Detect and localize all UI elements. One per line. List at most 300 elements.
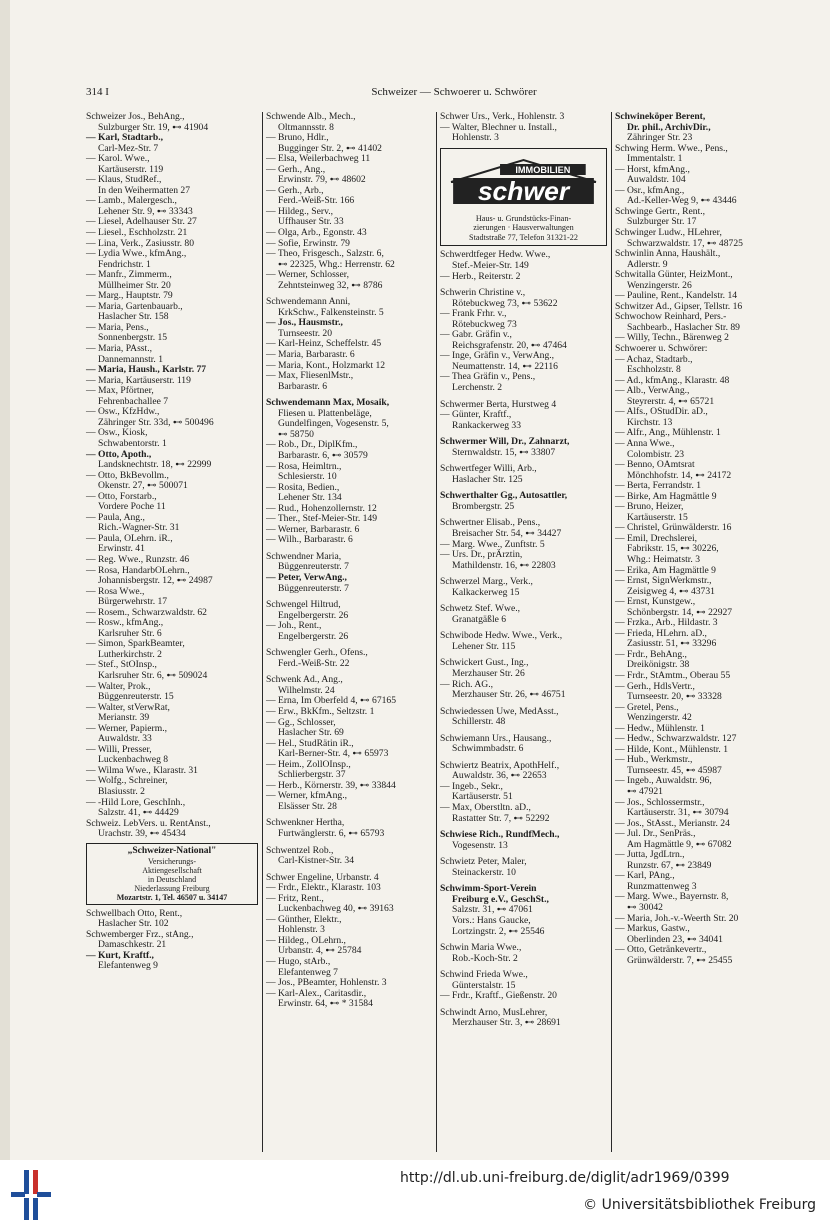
directory-entry-line: Fabrikstr. 15, ⊷ 30226, [627, 543, 719, 555]
directory-entry-line: Elefantenweg 9 [98, 960, 158, 972]
directory-entry-line: — Gabr. Gräfin v., [440, 329, 512, 341]
directory-entry-line: Neumattenstr. 14, ⊷ 22116 [452, 360, 558, 372]
directory-entry-line: — Karl-Heinz, Scheffelstr. 45 [266, 338, 382, 350]
running-head: Schweizer — Schwoerer u. Schwörer [371, 86, 537, 98]
directory-entry-line: Rötebuckweg 73, ⊷ 53622 [452, 297, 558, 309]
directory-entry-line: Schwitzer Ad., Gipser, Tellstr. 16 [615, 300, 743, 312]
directory-entry-line: Barbarastr. 6 [278, 380, 328, 392]
directory-entry-line: — Paula, Ang., [86, 511, 145, 523]
directory-entry-line: Salzstr. 41, ⊷ 44429 [98, 807, 179, 819]
directory-entry-line: — Berta, Ferrandstr. 1 [615, 480, 702, 492]
column-4 [615, 112, 822, 1152]
directory-columns [86, 112, 822, 1152]
directory-entry-line: — Herb., Körnerstr. 39, ⊷ 33844 [266, 779, 396, 791]
directory-entry-line: Schweizer Jos., BehAng., [86, 111, 185, 122]
directory-entry-line: — Maria, Kont., Holzmarkt 12 [266, 359, 386, 371]
directory-entry-line: — Wilh., Barbarastr. 6 [266, 534, 353, 546]
directory-entry-line: Zeisigweg 4, ⊷ 43731 [627, 585, 715, 597]
column-rule [436, 112, 437, 1152]
directory-entry-line: — Otto, Apoth., [86, 448, 152, 460]
directory-entry-line: Wenzingerstr. 26 [627, 279, 692, 291]
directory-entry-line: — Erw., BkKfm., Seltzstr. 1 [266, 705, 375, 717]
directory-entry-line: Vors.: Hans Gaucke, [452, 914, 531, 926]
directory-entry-line: — Max, FliesenlMstr., [266, 370, 354, 382]
directory-entry-line: — Inge, Gräfin v., VerwAng., [440, 350, 555, 362]
directory-entry-line: Wenzingerstr. 42 [627, 712, 692, 724]
directory-entry-line: ⊷ 47921 [627, 786, 663, 797]
directory-entry-line: — Jos., Hausmstr., [266, 317, 343, 329]
directory-entry-line: — -Hild Lore, GeschInh., [86, 796, 186, 808]
directory-entry-line: — Erna, Im Oberfeld 4, ⊷ 67165 [266, 695, 397, 707]
directory-entry-line: Bürgerwehrstr. 17 [98, 596, 168, 608]
directory-entry-line: Karlsruher Str. 6, ⊷ 509024 [98, 669, 208, 681]
directory-entry-line: Sulzburger Str. 17 [627, 216, 697, 228]
directory-entry-line: Schwer Engeline, Urbanstr. 4 [266, 871, 379, 883]
directory-entry-line: Freiburg e.V., GeschSt., [452, 893, 549, 905]
directory-entry-line: Schönbergstr. 14, ⊷ 22927 [627, 606, 733, 618]
directory-entry-line: — Alfr., Ang., Mühlenstr. 1 [615, 427, 721, 439]
directory-entry-line: — Olga, Arb., Egonstr. 43 [266, 227, 367, 239]
directory-entry-line: — Frdr., Kraftf., Gießenstr. 20 [440, 990, 557, 1002]
directory-entry-line: — Jul. Dr., SenPräs., [615, 828, 696, 840]
column-2 [266, 112, 432, 1152]
directory-entry-line: Schwickert Gust., Ing., [440, 657, 529, 669]
directory-entry-line: — Werner, Barbarastr. 6 [266, 523, 360, 535]
page-number: 314 I [86, 86, 109, 98]
directory-entry-line: — Lydia Wwe., kfmAng., [86, 248, 187, 260]
directory-entry-line: Schwenk Ad., Ang., [266, 674, 343, 686]
directory-entry-line: Hohlenstr. 3 [452, 132, 499, 144]
directory-entry-line: Okenstr. 27, ⊷ 500071 [98, 480, 188, 492]
directory-entry-line: Müllheimer Str. 20 [98, 279, 171, 291]
directory-entry-line: — Walter, Prok., [86, 680, 151, 692]
directory-entry-line: Reichsgrafenstr. 20, ⊷ 47464 [452, 339, 567, 351]
directory-entry-line: — Frzka., Arb., Hildastr. 3 [615, 617, 718, 629]
page-header [86, 86, 822, 102]
directory-entry-line: Schwinge Gertr., Rent., [615, 205, 706, 217]
directory-entry-line: Erwinstr. 41 [98, 543, 145, 555]
directory-entry-line: Schwengler Gerh., Ofens., [266, 647, 368, 659]
directory-entry-line: Ad.-Keller-Weg 9, ⊷ 43446 [627, 195, 737, 207]
directory-entry-line: — Rosita, Bedien., [266, 481, 340, 493]
ad-line: Mozartstr. 1, Tel. 46507 u. 34147 [116, 892, 228, 902]
directory-entry-line: — Werner, kfmAng., [266, 790, 347, 802]
directory-entry-line: — Rich. AG., [440, 678, 494, 690]
directory-entry-line: — Urs. Dr., prÄrztin, [440, 549, 523, 561]
directory-entry-line: — Rosa, Heimltrn., [266, 460, 342, 472]
directory-entry-line: Schwind Frieda Wwe., [440, 969, 528, 981]
directory-entry-line: Kartäuserstr. 15 [627, 511, 688, 523]
directory-entry-line: Lortzingstr. 2, ⊷ 25546 [452, 925, 545, 937]
directory-entry-line: — Frank Frhr. v., [440, 308, 507, 320]
directory-entry-line: — Heim., ZollOInsp., [266, 758, 351, 770]
directory-entry-line: — Stef., StOInsp., [86, 659, 157, 671]
directory-entry-line: — Hub., Werkmstr., [615, 754, 693, 766]
directory-entry-line: Lerchenstr. 2 [452, 381, 503, 393]
directory-entry-line: — Max, Oberstltn. aD., [440, 802, 531, 814]
directory-entry-line: Schwinger Ludw., HLehrer, [615, 227, 722, 239]
directory-entry-line: — Walter, stVerwRat, [86, 701, 170, 713]
directory-entry-line: Auwaldstr. 36, ⊷ 22653 [452, 770, 547, 782]
directory-entry-line: — Emil, Drechslerei, [615, 532, 698, 544]
directory-entry-line: — Marg., Hauptstr. 79 [86, 290, 173, 302]
directory-entry-line: Kalkackerweg 15 [452, 586, 520, 598]
directory-entry-line: Schwietz Peter, Maler, [440, 856, 527, 868]
directory-entry-line: — Herb., Reiterstr. 2 [440, 270, 521, 282]
directory-entry-line: Schwiemann Urs., Hausang., [440, 732, 552, 744]
directory-entry-line: Whg.: Heimatstr. 3 [627, 553, 701, 565]
directory-entry-line: — Markus, Gastw., [615, 923, 690, 935]
directory-entry-line: Schwerdtfeger Hedw. Wwe., [440, 249, 551, 261]
directory-entry-line: Büggenreuterstr. 7 [278, 561, 349, 573]
directory-entry-line: — Hilde, Kont., Mühlenstr. 1 [615, 743, 728, 755]
directory-entry-line: — Werner, Papierm., [86, 722, 167, 734]
column-1 [86, 112, 258, 1152]
directory-entry-line: — Marg. Wwe., Bayernstr. 8, [615, 891, 729, 903]
column-3 [440, 112, 607, 1152]
ad-title: „Schweizer-National" [127, 845, 217, 856]
directory-entry-line: Schwochow Reinhard, Pers.- [615, 311, 727, 323]
directory-entry-line: — Karl-Alex., Caritasdir., [266, 987, 367, 999]
directory-entry-line: Merzhauser Str. 26, ⊷ 46751 [452, 689, 566, 701]
directory-entry-line: Fehrenbachallee 7 [98, 395, 169, 407]
column-rule [611, 112, 612, 1152]
directory-entry-line: — Rud., Hohenzollernstr. 12 [266, 502, 377, 514]
ad-line: Versicherungs- [148, 856, 196, 866]
directory-entry-line: — Rosem., Schwarzwaldstr. 62 [86, 606, 207, 618]
directory-entry-line: — Elsa, Weilerbachweg 11 [266, 153, 371, 165]
directory-entry-line: Blasiusstr. 2 [98, 786, 145, 797]
directory-entry-line: Erwinstr. 79, ⊷ 48602 [278, 174, 366, 186]
directory-entry-line: Rob.-Koch-Str. 2 [452, 952, 518, 964]
directory-entry-line: Rastatter Str. 7, ⊷ 52292 [452, 812, 550, 824]
directory-entry-line: Damaschkestr. 21 [98, 939, 167, 951]
directory-entry-line: — Osw., Kiosk, [86, 427, 148, 439]
advertisement-schwer-immobilien [440, 148, 607, 247]
directory-entry-line: — Maria, Joh.-v.-Weerth Str. 20 [615, 912, 739, 924]
directory-entry-line: Schwertfeger Willi, Arb., [440, 463, 537, 475]
page-edge [0, 0, 10, 1160]
copyright-notice: © Universitätsbibliothek Freiburg [583, 1197, 816, 1213]
directory-entry-line: Rötebuckweg 73 [452, 318, 517, 330]
directory-entry-line: — Achaz, Stadtarb., [615, 353, 693, 365]
directory-entry-line: Büggenreuterstr. 15 [98, 691, 174, 703]
directory-entry-line: Turnseestr. 20, ⊷ 33328 [627, 691, 722, 703]
directory-entry-line: Elefantenweg 7 [278, 966, 338, 978]
directory-entry-line: — Rob., Dr., DiplKfm., [266, 439, 358, 451]
directory-entry-line: Schwemberger Frz., stAng., [86, 928, 194, 940]
directory-entry-line: Breisacher Str. 54, ⊷ 34427 [452, 528, 562, 539]
directory-entry-line: Rich.-Wagner-Str. 31 [98, 522, 180, 534]
directory-entry-line: — Rosa Wwe., [86, 585, 145, 597]
directory-entry-line: — Liesel., Eschholzstr. 21 [86, 227, 188, 239]
directory-entry-line: Gundelfingen, Vogesenstr. 5, [278, 418, 389, 430]
directory-entry-line: — Frdr., BehAng., [615, 648, 687, 660]
directory-entry-line: ⊷ 22325, Whg.: Herrenstr. 62 [278, 258, 395, 270]
directory-entry-line: Zasiusstr. 51, ⊷ 33296 [627, 638, 717, 650]
directory-entry-line: — Ernst, Kunstgew., [615, 596, 696, 608]
directory-entry-line: Auwaldstr. 104 [627, 174, 686, 186]
directory-entry-line: — Max, Pförtner, [86, 385, 154, 397]
directory-entry-line: Eschholzstr. 8 [627, 364, 681, 376]
directory-entry-line: Schwiertz Beatrix, ApothHelf., [440, 759, 560, 771]
directory-entry-line: — Marg. Wwe., Zunftstr. 5 [440, 538, 545, 550]
directory-entry-line: — Horst, kfmAng., [615, 163, 690, 175]
directory-entry-line: Fliesen u. Plattenbeläge, [278, 407, 372, 419]
directory-entry-line: — Pauline, Rent., Kandelstr. 14 [615, 290, 738, 302]
logo-top-text: IMMOBILIEN [515, 164, 571, 175]
library-logo-icon [6, 1168, 54, 1222]
directory-entry-line: Mönchhofstr. 14, ⊷ 24172 [627, 469, 732, 481]
directory-entry-line: Schlesierstr. 10 [278, 471, 337, 483]
directory-entry-line: — Simon, SparkBeamter, [86, 638, 185, 650]
directory-entry-line: — Bruno, Hdlr., [266, 132, 329, 144]
directory-entry-line: Dannemannstr. 1 [98, 353, 164, 365]
directory-entry-line: — Christel, Grünwälderstr. 16 [615, 522, 732, 534]
directory-entry-line: Ferd.-Weiß-Str. 166 [278, 195, 355, 207]
directory-entry-line: Schwerin Christine v., [440, 287, 526, 299]
directory-entry-line: Schwendemann Anni, [266, 296, 351, 308]
directory-entry-line: Urachstr. 39, ⊷ 45434 [98, 828, 186, 840]
directory-entry-line: — Wolfg., Schreiner, [86, 775, 168, 787]
directory-entry-line: Mathildenstr. 16, ⊷ 22803 [452, 559, 556, 571]
directory-entry-line: — Maria, Haush., Karlstr. 77 [86, 364, 207, 376]
directory-entry-line: — Frieda, HLehrn. aD., [615, 627, 707, 639]
directory-entry-line: Dreikönigstr. 38 [627, 659, 690, 671]
directory-entry-line: Merzhauser Str. 26 [452, 668, 525, 680]
immobilien-logo [447, 154, 600, 210]
directory-entry-line: — Birke, Am Hagmättle 9 [615, 490, 717, 502]
ad-line: in Deutschland [147, 874, 197, 884]
directory-entry-line: Schillerstr. 48 [452, 716, 506, 728]
directory-entry-line: — Rosa, HandarbOLehrn., [86, 564, 190, 576]
directory-entry-line: Landsknechtstr. 18, ⊷ 22999 [98, 459, 212, 471]
directory-entry-line: Schwimm-Sport-Verein [440, 883, 537, 895]
directory-entry-line: — Jutta, JgdLtrn., [615, 849, 685, 861]
directory-entry-line: Kirchstr. 13 [627, 416, 673, 428]
directory-entry-line: Schwerthalter Gg., Autosattler, [440, 490, 568, 502]
directory-entry-line: Schlierbergstr. 37 [278, 769, 346, 781]
directory-entry-line: Elsässer Str. 28 [278, 800, 337, 812]
directory-entry-line: Ferd.-Weiß-Str. 22 [278, 657, 350, 669]
directory-entry-line: Furtwänglerstr. 6, ⊷ 65793 [278, 828, 385, 839]
directory-entry-line: Karl-Berner-Str. 4, ⊷ 65973 [278, 748, 389, 760]
directory-entry-line: ⊷ 30042 [627, 902, 663, 914]
directory-entry-line: Kartäuserstr. 31, ⊷ 30794 [627, 807, 729, 819]
ad-line: zierungen · Hausverwaltungen [473, 223, 574, 233]
directory-entry-line: — Peter, VerwAng., [266, 571, 347, 583]
directory-entry-line: Schwineköper Berent, [615, 111, 706, 122]
column-rule [262, 112, 263, 1152]
directory-entry-line: — Theo, Frisgesch., Salzstr. 6, [266, 248, 384, 260]
directory-entry-line: — Reg. Wwe., Runzstr. 46 [86, 553, 190, 565]
directory-entry-line: Steinackerstr. 10 [452, 866, 516, 878]
directory-entry-line: Luckenbachweg 40, ⊷ 39163 [278, 903, 394, 915]
directory-entry-line: Runzmattenweg 3 [627, 880, 697, 892]
ad-line: Stadtstraße 77, Telefon 31321-22 [469, 232, 578, 242]
directory-entry-line: Schwinlin Anna, Haushält., [615, 248, 721, 260]
directory-entry-line: — Anna Wwe., [615, 437, 675, 449]
directory-entry-line: Schwarzwaldstr. 17, ⊷ 48725 [627, 237, 743, 249]
directory-entry-line: — Sofie, Erwinstr. 79 [266, 237, 350, 249]
directory-entry-line: Brombergstr. 25 [452, 500, 515, 512]
directory-entry-line: — Kurt, Kraftf., [86, 949, 154, 961]
directory-entry-line: KrkSchw., Falkensteinstr. 5 [278, 306, 384, 318]
directory-entry-line: Schwermer Berta, Hurstweg 4 [440, 398, 557, 410]
directory-entry-line: — Ernst, SignWerkmstr., [615, 575, 712, 587]
directory-entry-line: Schwenkner Hertha, [266, 817, 345, 829]
directory-entry-line: Rankackerweg 33 [452, 419, 521, 431]
directory-entry-line: Schwentzel Rob., [266, 844, 334, 856]
directory-entry-line: Sulzburger Str. 19, ⊷ 41904 [98, 121, 209, 133]
directory-entry-line: Johannisbergstr. 12, ⊷ 24987 [98, 575, 213, 587]
directory-entry-line: — Hildeg., Serv., [266, 205, 334, 217]
directory-entry-line: Schwerzel Marg., Verk., [440, 576, 533, 588]
directory-entry-line: Runzstr. 67, ⊷ 23849 [627, 859, 712, 871]
directory-entry-line: Lutherkirchstr. 2 [98, 648, 162, 660]
directory-entry-line: — Ther., Stef-Meier-Str. 149 [266, 513, 378, 525]
directory-entry-line: Luckenbachweg 8 [98, 754, 169, 766]
directory-entry-line: Zehntsteinweg 32, ⊷ 8786 [278, 279, 383, 291]
directory-entry-line: — Karol. Wwe., [86, 153, 150, 165]
directory-entry-line: Haslacher Str. 69 [278, 727, 344, 739]
directory-entry-line: Oltmannsstr. 8 [278, 121, 334, 133]
directory-entry-line: — Jos., Schlossermstr., [615, 796, 705, 808]
directory-entry-line: — Otto, BkBevollm., [86, 469, 169, 481]
directory-entry-line: — Ingeb., Sekr., [440, 780, 503, 792]
directory-entry-line: — Otto, Forstarb., [86, 490, 157, 502]
directory-entry-line: Lehener Str. 115 [452, 640, 516, 652]
directory-entry-line: Schwitalla Günter, HeizMont., [615, 269, 733, 281]
directory-entry-line: — Otto, Getränkevertr., [615, 944, 707, 956]
directory-entry-line: — Gerh., HdlsVertr., [615, 680, 695, 692]
directory-entry-line: Lehener Str. 9, ⊷ 33343 [98, 205, 193, 217]
directory-entry-line: — Willi, Presser, [86, 743, 152, 755]
directory-entry-line: Grünwälderstr. 7, ⊷ 25455 [627, 954, 733, 966]
directory-entry-line: Lehener Str. 134 [278, 492, 342, 504]
directory-entry-line: — Manfr., Zimmerm., [86, 269, 172, 281]
directory-entry-line: Merzhauser Str. 3, ⊷ 28691 [452, 1017, 561, 1029]
directory-entry-line: Engelbergerstr. 26 [278, 609, 349, 621]
directory-entry-line: — Jos., StAsst., Merianstr. 24 [615, 817, 730, 829]
directory-entry-line: — Thea Gräfin v., Pens., [440, 371, 536, 383]
directory-entry-line: Schwiedessen Uwe, MedAsst., [440, 705, 559, 717]
directory-entry-line: — Hildeg., OLehrn., [266, 934, 346, 946]
advertisement-schweizer-national [86, 843, 258, 905]
directory-entry-line: — Gerh., Arb., [266, 184, 324, 196]
directory-entry-line: — Hel., StudRätin iR., [266, 737, 354, 749]
directory-entry-line: — Rosw., kfmAng., [86, 617, 164, 629]
directory-entry-line: — Günter, Kraftf., [440, 409, 512, 421]
directory-entry-line: Carl-Kistner-Str. 34 [278, 855, 355, 867]
directory-entry-line: Carl-Mez-Str. 7 [98, 142, 159, 154]
directory-entry-line: — Osr., kfmAng., [615, 184, 685, 196]
directory-entry-line: Zähringer Str. 23 [627, 132, 693, 144]
directory-entry-line: Colombistr. 23 [627, 448, 685, 460]
directory-entry-line: — Günther, Elektr., [266, 913, 342, 925]
directory-entry-line: Schwoerer u. Schwörer: [615, 343, 708, 355]
directory-entry-line: Sonnenbergstr. 15 [98, 332, 168, 344]
directory-entry-line: — Jos., PBeamter, Hohlenstr. 3 [266, 977, 387, 989]
directory-entry-line: ⊷ 58750 [278, 428, 314, 440]
document-url-link[interactable]: http://dl.ub.uni-freiburg.de/diglit/adr1969/0399 [400, 1170, 730, 1186]
directory-entry-line: Turnseestr. 45, ⊷ 45987 [627, 764, 722, 776]
directory-entry-line: — Ad., kfmAng., Klarastr. 48 [615, 374, 730, 386]
ad-line: Haus- u. Grundstücks-Finan- [475, 213, 572, 223]
directory-entry-line: — Paula, OLehrn. iR., [86, 532, 173, 544]
directory-entry-line: — Osw., KfzHdw., [86, 406, 160, 418]
directory-entry-line: Vogesenstr. 13 [452, 839, 508, 851]
directory-entry-line: Immentalstr. 1 [627, 153, 683, 165]
ad-line: Aktiengesellschaft [142, 865, 202, 875]
directory-entry-line: Schwertner Elisab., Pens., [440, 517, 541, 529]
directory-entry-line: Oberlinden 23, ⊷ 34041 [627, 933, 723, 945]
directory-entry-line: Wilhelmstr. 24 [278, 684, 335, 696]
directory-entry-line: — Alfs., OStudDir. aD., [615, 406, 708, 418]
directory-entry-line: In den Weihermatten 27 [98, 184, 191, 196]
directory-entry-line: Kartäuserstr. 51 [452, 791, 513, 803]
directory-entry-line: Schwer Urs., Verk., Hohlenstr. 3 [440, 111, 565, 122]
directory-entry-line: — Ingeb., Auwaldstr. 96, [615, 775, 712, 787]
directory-entry-line: Schwing Herm. Wwe., Pens., [615, 142, 728, 154]
directory-entry-line: Schwendner Maria, [266, 550, 342, 562]
directory-entry-line: — Maria, Kartäuserstr. 119 [86, 374, 191, 386]
directory-entry-line: Haslacher Str. 125 [452, 473, 523, 485]
directory-entry-line: Schwimmbadstr. 6 [452, 743, 524, 755]
directory-entry-line: — Wilma Wwe., Klarastr. 31 [86, 764, 198, 776]
directory-entry-line: Schwibode Hedw. Wwe., Verk., [440, 630, 563, 642]
directory-entry-line: — Fritz, Rent., [266, 892, 324, 904]
directory-entry-line: Merianstr. 39 [98, 712, 150, 724]
directory-entry-line: Haslacher Str. 102 [98, 918, 169, 930]
directory-entry-line: Sachbearb., Haslacher Str. 89 [627, 321, 740, 333]
directory-entry-line: Barbarastr. 6, ⊷ 30579 [278, 449, 368, 461]
directory-entry-line: — Erika, Am Hagmättle 9 [615, 564, 716, 576]
directory-entry-line: Schwin Maria Wwe., [440, 942, 522, 954]
directory-entry-line: Salzstr. 31, ⊷ 47061 [452, 904, 533, 916]
directory-entry-line: Fendrichstr. 1 [98, 258, 151, 270]
directory-entry-line: — Gg., Schlosser, [266, 716, 336, 728]
directory-entry-line: Hohlenstr. 3 [278, 924, 325, 936]
directory-entry-line: — Gerh., Ang., [266, 163, 326, 175]
logo-word-text: schwer [477, 175, 570, 206]
directory-entry-line: — Frdr., Elektr., Klarastr. 103 [266, 882, 381, 894]
directory-entry-line: Schwendemann Max, Mosaik, [266, 397, 390, 409]
directory-entry-line: Büggenreuterstr. 7 [278, 582, 349, 594]
directory-entry-line: Am Hagmättle 9, ⊷ 67082 [627, 838, 732, 850]
directory-entry-line: Sternwaldstr. 15, ⊷ 33807 [452, 446, 556, 458]
directory-entry-line: — Gretel, Pens., [615, 701, 679, 713]
directory-entry-line: Schwindt Arno, MusLehrer, [440, 1006, 548, 1018]
directory-entry-line: Karlsruher Str. 6 [98, 627, 162, 639]
directory-entry-line: — Klaus, StudRef., [86, 174, 162, 186]
directory-entry-line: Steyrerstr. 4, ⊷ 65721 [627, 395, 715, 407]
directory-entry-line: Bugginger Str. 2, ⊷ 41402 [278, 142, 382, 154]
directory-entry-line: Zähringer Str. 33d, ⊷ 500496 [98, 416, 214, 428]
directory-entry-line: Schweiz. LebVers. u. RentAnst., [86, 817, 211, 829]
directory-entry-line: — Maria, PAsst., [86, 343, 153, 355]
ad-line: Niederlassung Freiburg [134, 883, 210, 893]
directory-entry-line: — Benno, OAmtsrat [615, 459, 695, 471]
directory-entry-line: — Bruno, Heizer, [615, 501, 684, 513]
directory-entry-line: Schwiese Rich., RundfMech., [440, 829, 560, 841]
directory-entry-line: Schwabentorstr. 1 [98, 437, 167, 449]
directory-entry-line: — Lamb., Malergesch., [86, 195, 177, 207]
directory-entry-line: — Maria, Barbarastr. 6 [266, 349, 355, 361]
directory-entry-line: Kartäuserstr. 119 [98, 163, 164, 175]
directory-entry-line: Granatgäßle 6 [452, 613, 507, 625]
directory-entry-line: — Hugo, stArb., [266, 956, 331, 968]
